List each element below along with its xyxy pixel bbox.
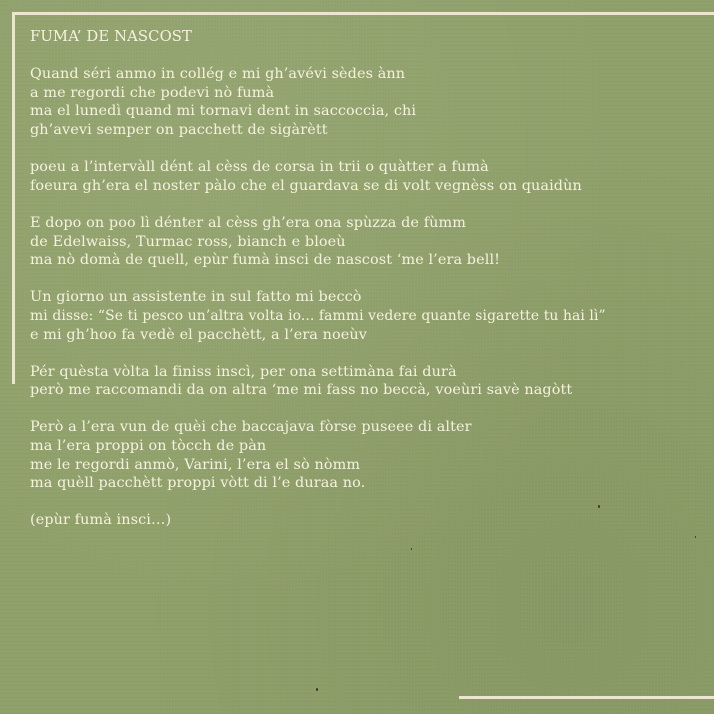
stanza [30, 418, 700, 492]
poem-line: ma nò domà de quell, epùr fumà insci de nascost ‘me l’era bell! [30, 252, 501, 269]
poem-line: E dopo on poo lì dénter al cèss gh’era ona spùzza de fùmm [30, 214, 466, 231]
frame-line-left [12, 12, 15, 384]
poem-line: ma quèll pacchètt proppi vòtt di l’e duraa no. [30, 475, 366, 492]
poem-closing-line: (epùr fumà insci…) [30, 512, 172, 529]
poem-line: foeura gh’era el noster pàlo che el guardava se di volt vegnèss on quaidùn [30, 177, 582, 194]
poem-line: Un giorno un assistente in sul fatto mi beccò [30, 289, 362, 306]
poem-line: mi disse: “Se ti pesco un’altra volta io... fammi vedere quante sigarette tu hai lì” [30, 307, 606, 324]
stanza [30, 363, 700, 400]
poem-line: de Edelwaiss, Turmac ross, bianch e bloeù [30, 233, 346, 250]
poem-line: gh’avevi semper on pacchett de sigàrètt [30, 121, 328, 138]
poem-line: e mi gh’hoo fa vedè el pacchètt, a l’era noeùv [30, 326, 367, 343]
poem-line: però me raccomandi da on altra ‘me mi fass no beccà, voeùri savè nagòtt [30, 382, 573, 399]
poem-line: Pér quèsta vòlta la finiss inscì, per ona settimàna fai durà [30, 363, 457, 380]
poem-line: me le regordi anmò, Varini, l’era el sò nòmm [30, 456, 361, 473]
frame-line-top [12, 12, 714, 15]
stanza [30, 214, 700, 270]
poem [30, 28, 700, 530]
poem-line: Però a l’era vun de quèi che baccajava fòrse puseee di alter [30, 419, 472, 436]
paper-speck [316, 688, 318, 691]
poem-line: a me regordi che podevi nò fumà [30, 84, 275, 101]
poem-line: ma el lunedì quand mi tornavi dent in saccoccia, chi [30, 103, 417, 120]
stanza [30, 158, 700, 195]
frame-line-bottom [459, 696, 714, 699]
stanza [30, 288, 700, 344]
poem-line: ma l’era proppi on tòcch de pàn [30, 438, 267, 455]
paper-speck [411, 548, 412, 550]
paper-speck [695, 536, 696, 538]
poem-line: Quand séri anmo in collég e mi gh’avévi sèdes ànn [30, 66, 406, 83]
stanza [30, 65, 700, 139]
poem-title: FUMA’ DE NASCOST [30, 28, 193, 45]
poem-line: poeu a l’intervàll dént al cèss de corsa in trii o quàtter a fumà [30, 159, 489, 176]
